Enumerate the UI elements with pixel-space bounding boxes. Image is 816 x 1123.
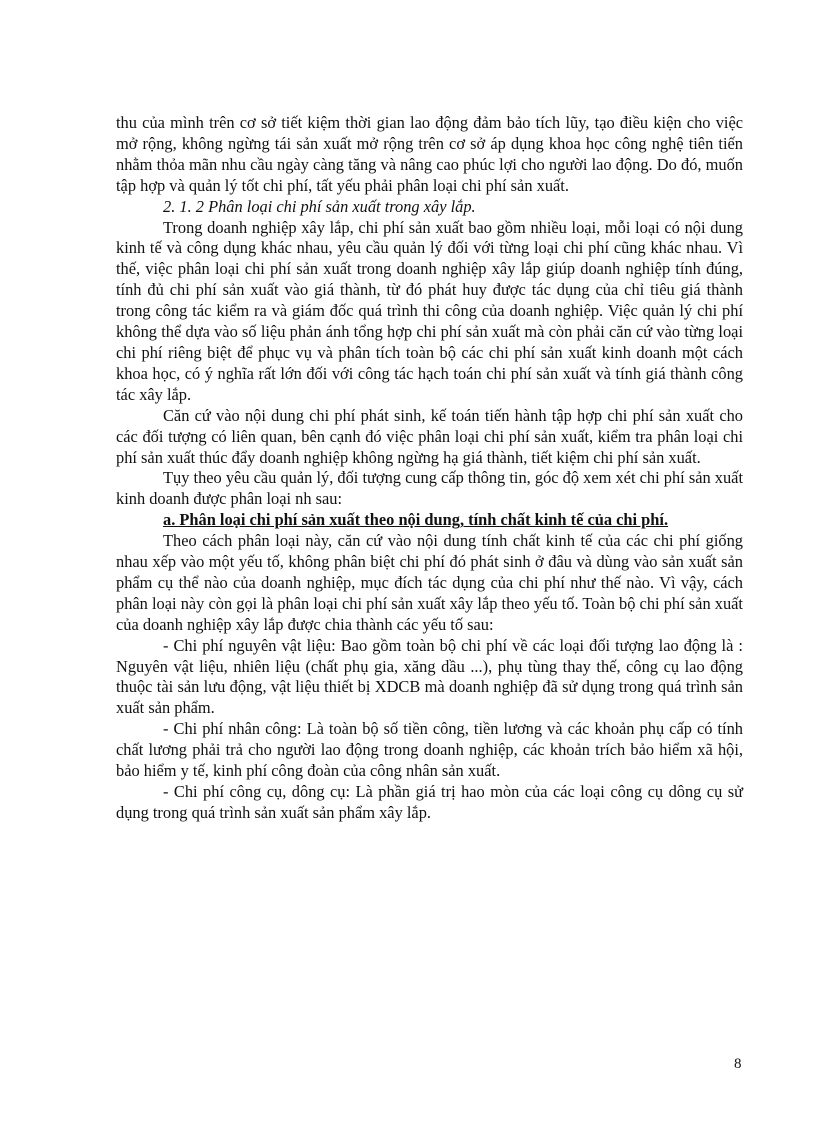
paragraph-intro-continuation: thu của mình trên cơ sở tiết kiệm thời gian lao động đảm bảo tích lũy, tạo điều kiện cho việc mở rộng, không ngừng tái sản xuất mở rộng trên cơ sở áp dụng khoa học công nghệ tiên tiến nhằm thỏa mãn nhu cầu ngày càng tăng và nâng cao phúc lợi cho người lao động. Do đó, muốn tập hợp và quản lý tốt chi phí, tất yếu phải phân loại chi phí sản xuất. [116, 113, 743, 195]
paragraph-classification-purpose: Trong doanh nghiệp xây lắp, chi phí sản xuất bao gồm nhiều loại, mỗi loại có nội dung kinh tế và công dụng khác nhau, yêu cầu quản lý đối với từng loại chi phí cũng khác nhau. Vì thế, việc phân loại chi phí sản xuất trong doanh nghiệp xây lắp giúp doanh nghiệp tính đúng, tính đủ chi phí sản xuất vào giá thành, từ đó phát huy được tác dụng của chỉ tiêu giá thành trong công tác kiểm ra và giám đốc quá trình thi công của doanh nghiệp. Việc quản lý chi phí không thể dựa vào số liệu phản ánh tổng hợp chi phí sản xuất mà còn phải căn cứ vào từng loại chi phí riêng biệt để phục vụ và phân tích toàn bộ các chi phí sản xuất kinh doanh một cách khoa học, có ý nghĩa rất lớn đối với công tác hạch toán chi phí sản xuất và tính giá thành công tác xây lắp. [116, 217, 743, 404]
document-body [116, 113, 743, 824]
section-heading-a: a. Phân loại chi phí sản xuất theo nội dung, tính chất kinh tế của chi phí. [163, 510, 669, 530]
subsection-heading: 2. 1. 2 Phân loại chi phí sản xuất trong xây lắp. [163, 196, 476, 216]
page-number: 8 [734, 1056, 742, 1072]
paragraph-classification-intro: Tụy theo yêu cầu quản lý, đối tượng cung cấp thông tin, góc độ xem xét chi phí sản xuất kinh doanh được phân loại nh sau: [116, 468, 743, 509]
list-item-tools-cost: - Chi phí công cụ, dông cụ: Là phần giá trị hao mòn của các loại công cụ dông cụ sử dụng trong quá trình sản xuất sản phẩm xây lắp. [116, 782, 743, 822]
paragraph-economic-nature: Theo cách phân loại này, căn cứ vào nội dung tính chất kinh tế của các chi phí giống nhau xếp vào một yếu tố, không phân biệt chi phí đó phát sinh ở đâu và dùng vào sản xuất sản phẩm cụ thể nào của doanh nghiệp, mục đích tác dụng của chi phí như thế nào. Vì vậy, cách phân loại này còn gọi là phân loại chi phí sản xuất xây lắp theo yếu tố. Toàn bộ chi phí sản xuất của doanh nghiệp xây lắp được chia thành các yếu tố sau: [116, 531, 743, 634]
paragraph-cost-basis: Căn cứ vào nội dung chi phí phát sinh, kế toán tiến hành tập hợp chi phí sản xuất cho các đối tượng có liên quan, bên cạnh đó việc phân loại chi phí sản xuất, kiểm tra phân loại chi phí sản xuất thúc đẩy doanh nghiệp không ngừng hạ giá thành, tiết kiệm chi phí sản xuất. [116, 405, 743, 467]
list-item-labor-cost: - Chi phí nhân công: Là toàn bộ số tiền công, tiền lương và các khoản phụ cấp có tính chất lương phải trả cho người lao động trong doanh nghiệp, các khoản trích bảo hiểm xã hội, bảo hiểm y tế, kinh phí công đoàn của công nhân sản xuất. [116, 719, 743, 781]
list-item-materials-cost: - Chi phí nguyên vật liệu: Bao gồm toàn bộ chi phí về các loại đối tượng lao động là : Nguyên vật liệu, nhiên liệu (chất phụ gia, xăng dầu ...), phụ tùng thay thế, công cụ lao động thuộc tài sản lưu động, vật liệu thiết bị XDCB mà doanh nghiệp đã sử dụng trong quá trình sản xuất sản phẩm. [116, 635, 743, 718]
